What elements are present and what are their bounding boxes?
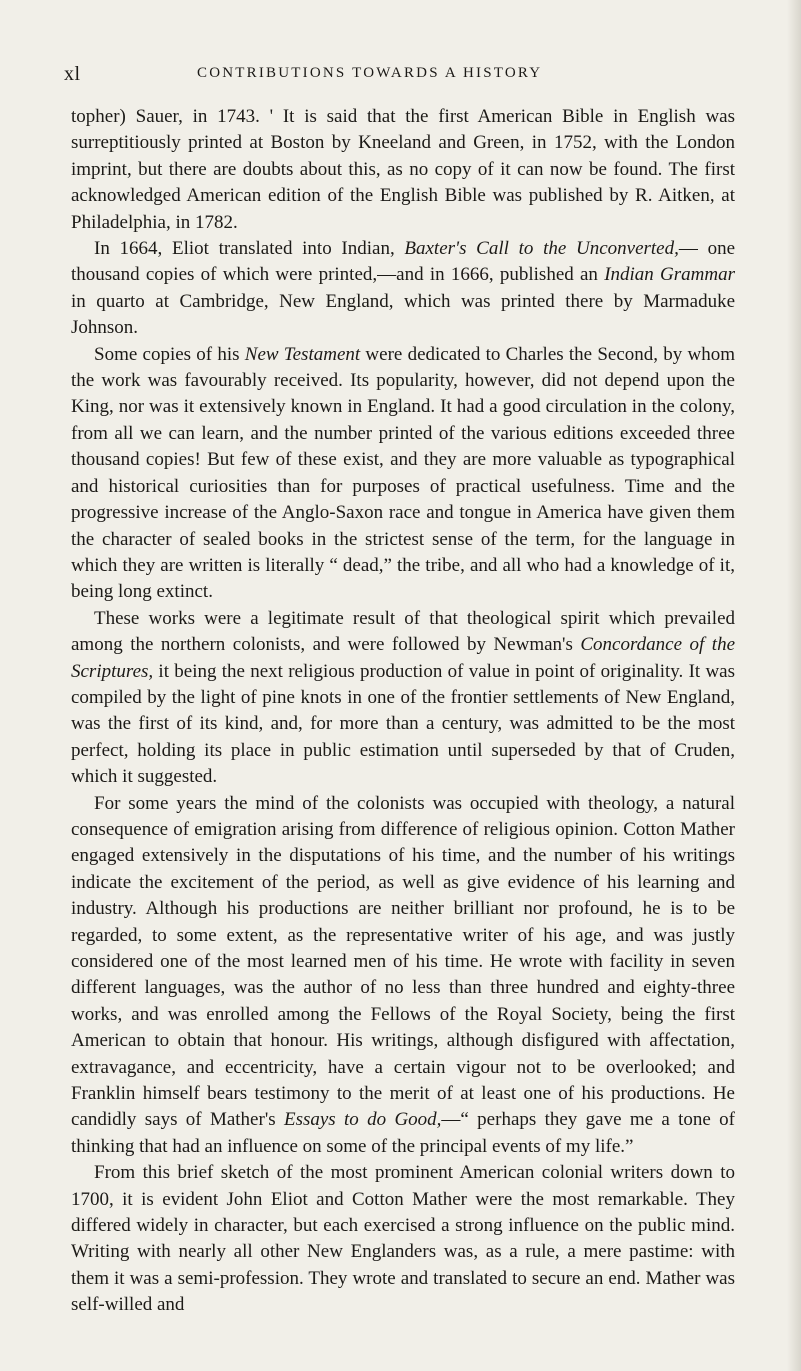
italic-title: Essays to do Good, — [283, 1109, 442, 1131]
paragraph — [71, 791, 735, 1161]
paragraph — [71, 236, 735, 342]
text-run: topher) Sauer, in 1743. ' It is said that the first American Bible in English was surreptitiously printed at Boston by Kneeland and Green, in 1752, with the London imprint, but there are doubts about this, as no copy of it can now be found. The first acknowledged American edition of the English Bible was published by R. Aitken, at Philadelphia, in 1782. — [71, 106, 735, 233]
italic-title: New Testament — [244, 343, 361, 365]
text-run: Some copies of his — [94, 343, 245, 365]
text-run: in quarto at Cambridge, New England, which was printed there by Marmaduke Johnson. — [71, 290, 735, 339]
paragraph — [71, 342, 735, 606]
page-header — [64, 63, 732, 87]
paragraph — [71, 1160, 735, 1318]
text-run: From this brief sketch of the most prominent American colonial writers down to 1700, it is evident John Eliot and Cotton Mather were the most remarkable. They differed widely in character, but each exercised a strong influence on the public mind. Writing with nearly all other New Englanders was, as a rule, a mere pastime: with them it was a semi-profession. They wrote and translated to secure an end. Mather was self-willed and — [71, 1162, 735, 1316]
text-run: were dedicated to Charles the Second, by whom the work was favourably received. Its popularity, however, did not depend upon the King, nor was it extensively known in England. It had a good circulation in the colony, from all we can learn, and the number printed of the various editions exceeded three thousand copies! But few of these exist, and they are more valuable as typographical and historical curiosities than for purposes of practical usefulness. Time and the progressive increase of the Anglo-Saxon race and tongue in America have given them the character of sealed books in the strictest sense of the term, for the language in which they are written is literally “ dead,” the tribe, and all who had a knowledge of it, being long extinct. — [71, 343, 736, 603]
text-run: —“ perhaps they gave me a tone of thinking that had an influence on some of the principal events of my life.” — [71, 1109, 735, 1157]
text-run: These works were a legitimate result of that theological spirit which prevailed among the northern colonists, and were followed by Newman's — [71, 607, 735, 656]
text-run: it being the next religious production of value in point of originality. It was compiled by the light of pine knots in one of the frontier settlements of New England, was the first of its kind, and, for more than a century, was admitted to be the most perfect, holding its place in public estimation until superseded by that of Cruden, which it suggested. — [71, 660, 735, 788]
paragraph — [71, 104, 735, 236]
text-run: — one thousand copies of which were printed,—and in 1666, published an — [71, 238, 736, 286]
page-number: xl — [64, 63, 81, 85]
text-run: In 1664, Eliot translated into Indian, — [94, 238, 405, 260]
body-text — [71, 104, 735, 1319]
paragraph — [71, 606, 735, 791]
running-head: CONTRIBUTIONS TOWARDS A HISTORY — [197, 65, 543, 81]
italic-title: Baxter's Call to the Unconverted, — [404, 238, 679, 260]
page-edge-shadow — [787, 0, 801, 1371]
italic-title: Concordance of the Scriptures, — [71, 634, 736, 682]
text-run: For some years the mind of the colonists was occupied with theology, a natural consequence of emigration arising from difference of religious opinion. Cotton Mather engaged extensively in the disputations of his time, and the number of his writings indicate the excitement of the period, as well as give evidence of his learning and industry. Although his productions are neither brilliant nor profound, he is to be regarded, to some extent, as the representative writer of his age, and was justly considered one of the most learned men of his time. He wrote with facility in seven different languages, was the author of no less than three hundred and eighty-three works, and was enrolled among the Fellows of the Royal Society, being the first American to obtain that honour. His writings, although disfigured with affectation, extravagance, and eccentricity, have a certain vigour not to be overlooked; and Franklin himself bears testimony to the merit of at least one of his productions. He candidly says of Mather's — [71, 792, 735, 1131]
italic-title: Indian Grammar — [604, 264, 735, 286]
